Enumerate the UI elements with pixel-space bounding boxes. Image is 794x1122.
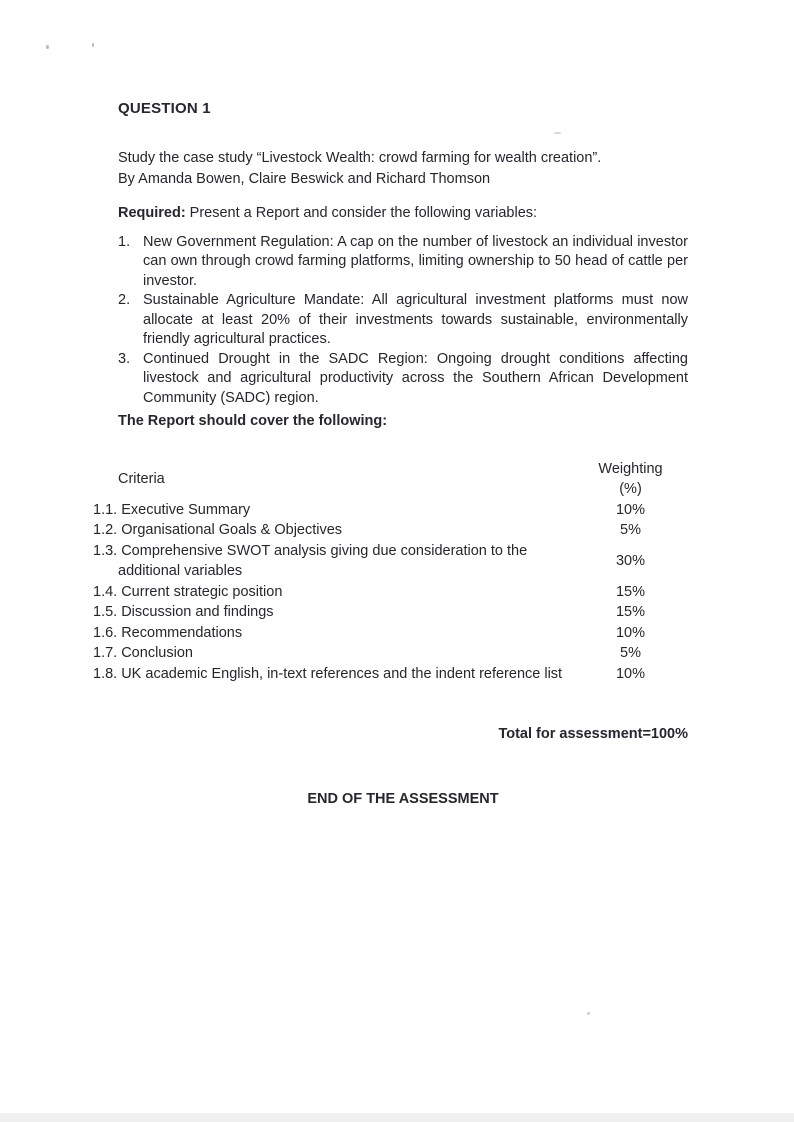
weighting-column-header	[573, 459, 688, 500]
case-study-intro	[118, 148, 688, 189]
criteria-label: 1.2. Organisational Goals & Objectives	[93, 522, 343, 538]
table-row	[118, 602, 688, 623]
list-item-text: Sustainable Agriculture Mandate: All agricultural investment platforms must now allocate at least 20% of their investments towards sustainable, environmentally friendly agricultural practices.	[143, 292, 688, 347]
list-item-number: 2.	[118, 292, 131, 308]
criteria-weight: 30%	[615, 552, 646, 569]
list-item	[118, 291, 688, 350]
table-row	[118, 582, 688, 603]
criteria-label: 1.4. Current strategic position	[93, 583, 283, 600]
scan-edge-shadow	[0, 1113, 794, 1122]
weighting-header-line-1: Weighting	[598, 460, 663, 477]
criteria-weight: 15%	[615, 583, 646, 600]
intro-line-2: By Amanda Bowen, Claire Beswick and Richard Thomson	[118, 170, 491, 187]
scan-artifact	[587, 1012, 590, 1015]
report-coverage-heading: The Report should cover the following:	[118, 413, 388, 429]
criteria-column-header: Criteria	[118, 470, 165, 487]
list-item	[118, 350, 688, 409]
document-content	[93, 0, 688, 809]
required-text: Present a Report and consider the following variables:	[189, 205, 538, 221]
variables-list	[118, 233, 688, 409]
table-header-row	[118, 459, 688, 500]
question-title: QUESTION 1	[118, 100, 211, 117]
table-row	[118, 664, 688, 685]
list-item-text: New Government Regulation: A cap on the number of livestock an individual investor can own through crowd farming platforms, limiting ownership to 50 head of cattle per investor.	[143, 233, 688, 289]
required-label: Required:	[118, 205, 186, 221]
criteria-label: 1.7. Conclusion	[93, 645, 193, 661]
criteria-label: 1.1. Executive Summary	[93, 501, 251, 518]
criteria-label: 1.6. Recommendations	[93, 624, 243, 641]
criteria-weight: 5%	[620, 645, 641, 661]
intro-line-1: Study the case study “Livestock Wealth: crowd farming for wealth creation”.	[118, 150, 602, 166]
table-row	[118, 541, 688, 582]
table-row	[118, 623, 688, 644]
list-item-number: 3.	[118, 350, 131, 367]
table-row	[118, 643, 688, 664]
list-item	[118, 233, 688, 292]
table-row	[118, 520, 688, 541]
end-of-assessment-line: END OF THE ASSESSMENT	[307, 790, 499, 807]
criteria-weight: 10%	[615, 624, 646, 641]
criteria-weight: 10%	[615, 501, 646, 518]
criteria-label: 1.8. UK academic English, in-text references and the indent reference list	[93, 665, 563, 682]
list-item-text: Continued Drought in the SADC Region: Ongoing drought conditions affecting livestock and agricultural productivity across the Southern African Development Community (SADC) region.	[143, 350, 688, 406]
criteria-label: 1.5. Discussion and findings	[93, 604, 274, 620]
table-row	[118, 500, 688, 521]
criteria-weight: 10%	[615, 665, 646, 682]
scan-artifact	[46, 45, 49, 49]
criteria-table	[93, 459, 688, 685]
criteria-label: 1.3. Comprehensive SWOT analysis giving due consideration to the additional variables	[93, 542, 528, 579]
criteria-weight: 15%	[615, 604, 646, 620]
weighting-header-line-2: (%)	[619, 481, 642, 497]
required-instruction	[118, 203, 688, 224]
scan-artifact	[92, 43, 94, 47]
list-item-number: 1.	[118, 233, 131, 250]
criteria-weight: 5%	[620, 522, 641, 538]
total-assessment-line: Total for assessment=100%	[498, 726, 688, 742]
